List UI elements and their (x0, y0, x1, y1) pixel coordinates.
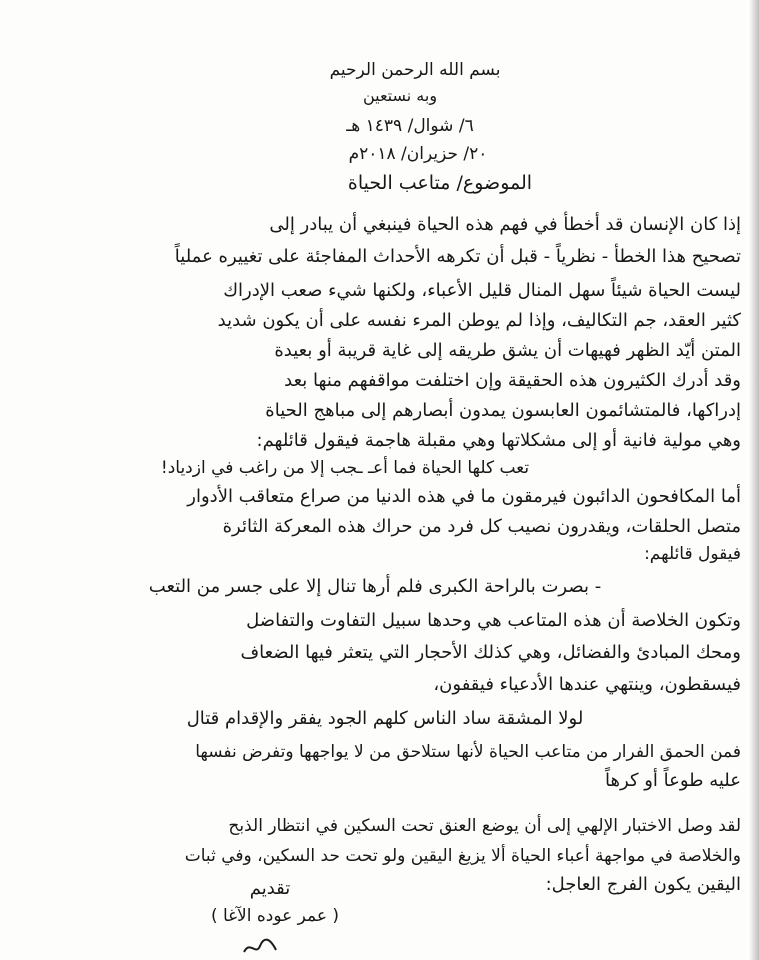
subject-line: الموضوع/ متاعب الحياة (347, 172, 533, 194)
body-line: فمن الحمق الفرار من متاعب الحياة لأنها ستلاحق من لا يواجهها وتفرض نفسها (195, 742, 741, 762)
body-line: المتن أيّد الظهر فهيهات أن يشق طريقه إلى غاية قريبة أو بعيدة (274, 340, 741, 361)
body-line: متصل الحلقات، ويقدرون نصيب كل فرد من حراك هذه المعركة الثائرة (222, 516, 741, 537)
signature-name: ( عمر عوده الآغا ) (210, 906, 340, 926)
body-line: فيقول قائلهم: (644, 544, 741, 564)
invocation: وبه نستعين (362, 86, 438, 105)
poem-line: لولا المشقة ساد الناس كلهم الجود يفقر والإقدام قتال (186, 708, 584, 729)
scan-edge-shadow (749, 0, 759, 960)
body-line: تصحيح هذا الخطأ - نظرياً - قبل أن تكرهه الأحداث المفاجئة على تغييره عملياً (174, 246, 741, 267)
body-line: ومحك المبادئ والفضائل، وهي كذلك الأحجار التي يتعثر فيها الضعاف (240, 642, 741, 663)
body-line: والخلاصة في مواجهة أعباء الحياة ألا يزيغ اليقين ولو تحت حد السكين، وفي ثبات (184, 846, 741, 866)
body-line: وهي مولية فانية أو إلى مشكلاتها وهي مقبلة هاجمة فيقول قائلهم: (256, 430, 741, 451)
body-line: ليست الحياة شيئاً سهل المنال قليل الأعباء، ولكنها شيء صعب الإدراك (223, 280, 741, 301)
poem-line: - بصرت بالراحة الكبرى فلم أرها تنال إلا على جسر من التعب (148, 576, 602, 597)
body-line: إذا كان الإنسان قد أخطأ في فهم هذه الحياة فينبغي أن يبادر إلى (269, 214, 741, 235)
body-line: وتكون الخلاصة أن هذه المتاعب هي وحدها سبيل التفاوت والتفاضل (246, 610, 741, 631)
body-line: وقد أدرك الكثيرون هذه الحقيقة وإن اختلفت مواقفهم منها بعد (284, 370, 741, 391)
signature-label: تقديم (249, 878, 291, 899)
body-line: كثير العقد، جم التكاليف، وإذا لم يوطن المرء نفسه على أن يكون شديد (217, 310, 741, 331)
body-line: اليقين يكون الفرج العاجل: (545, 874, 741, 895)
body-line: إدراكها، فالمتشائمون العابسون يمدون أبصارهم إلى مباهج الحياة (265, 400, 741, 421)
basmala: بسم الله الرحمن الرحيم (329, 60, 501, 80)
body-line: أما المكافحون الدائبون فيرمقون ما في هذه الدنيا من صراع متعاقب الأدوار (187, 486, 741, 507)
body-line: فيسقطون، وينتهي عندها الأدعياء فيقفون، (433, 674, 741, 695)
poem-line: تعب كلها الحياة فما أعـ ـجب إلا من راغب في ازدياد! (160, 458, 530, 478)
gregorian-date: ٢٠/ حزيران/ ٢٠١٨م (348, 144, 488, 164)
body-line: عليه طوعاً أو كرهاً (605, 770, 741, 791)
hijri-date: ٦/ شوال/ ١٤٣٩ هـ (346, 116, 474, 136)
body-line: لقد وصل الاختبار الإلهي إلى أن يوضع العنق تحت السكين في انتظار الذبح (228, 816, 741, 836)
signature-scribble (240, 936, 280, 958)
